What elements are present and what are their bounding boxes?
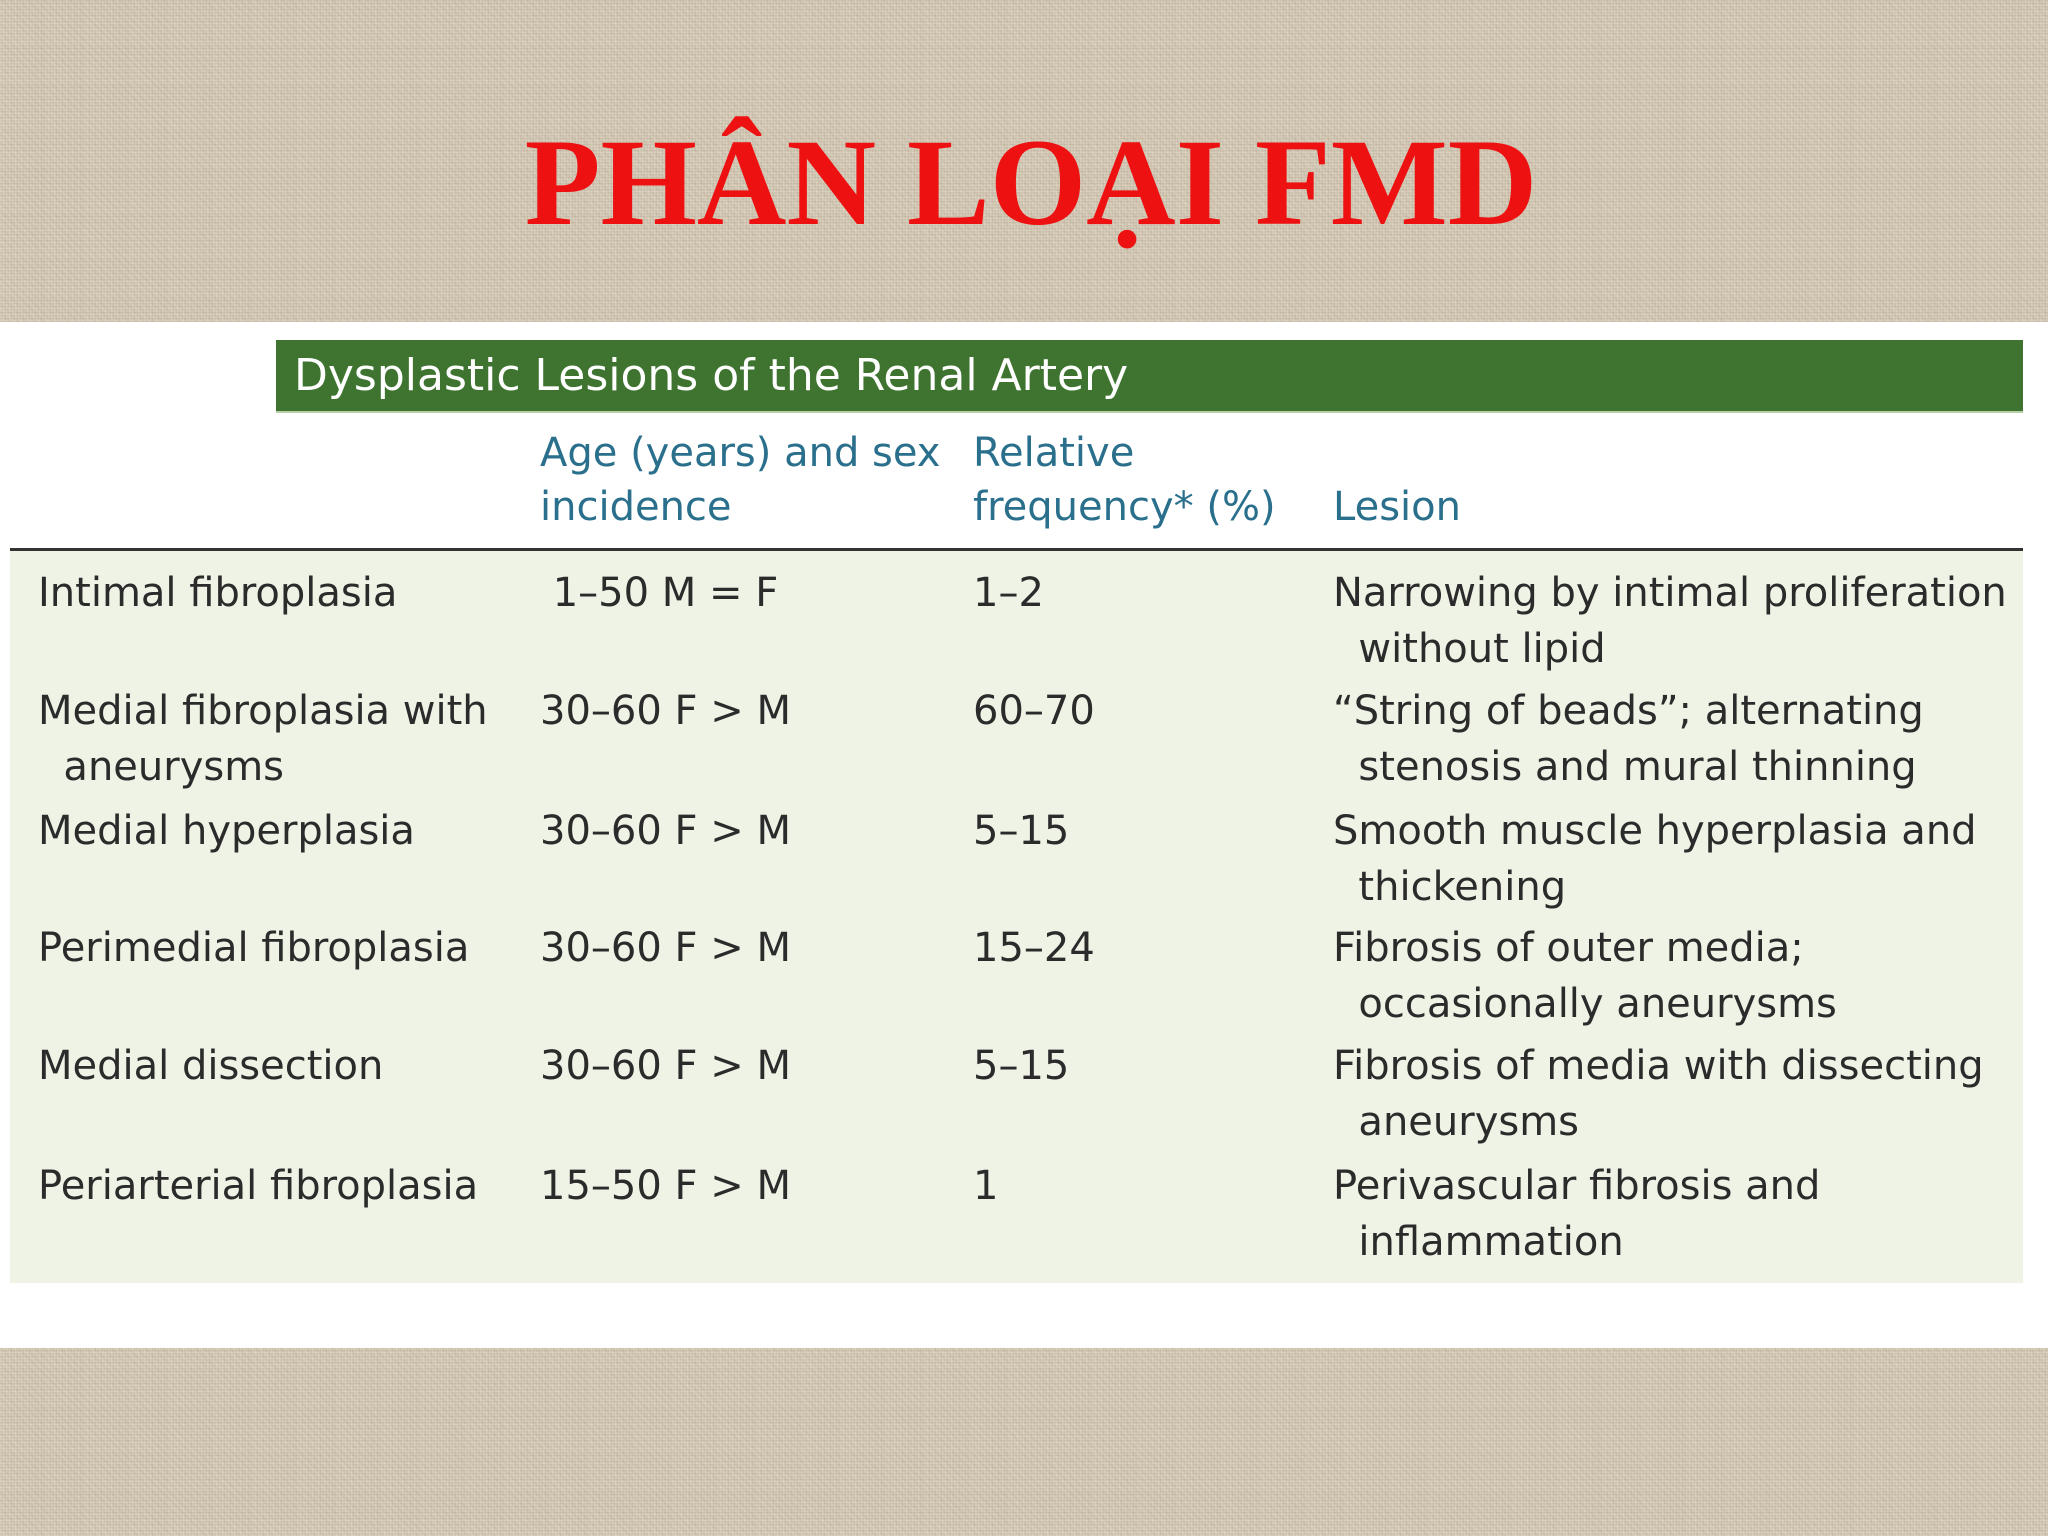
row-frequency-value: 60–70	[973, 688, 1095, 734]
row-lesion-line: Perivascular fibrosis and	[1333, 1163, 1821, 1209]
row-name-line: Medial dissection	[38, 1043, 384, 1089]
row-name-line: aneurysms	[38, 744, 285, 790]
row-lesion-line: stenosis and mural thinning	[1333, 744, 1917, 790]
table-row-4-lesion	[1333, 920, 1837, 1032]
table-row-2-name	[38, 683, 488, 795]
header-age-line1: Age (years) and sex	[540, 430, 941, 476]
table-row-2-age	[540, 683, 791, 739]
header-age-line2: incidence	[540, 484, 732, 530]
table-row-1-age	[540, 565, 778, 621]
row-lesion-line: Fibrosis of outer media;	[1333, 925, 1804, 971]
row-lesion-line: Smooth muscle hyperplasia and	[1333, 808, 1977, 854]
table-row-3-age	[540, 803, 791, 859]
row-age-value: 15–50 F > M	[540, 1163, 791, 1209]
row-lesion-line: inflammation	[1333, 1219, 1624, 1265]
row-frequency-value: 5–15	[973, 1043, 1070, 1089]
table-row-2-frequency	[973, 683, 1095, 739]
table-row-4-name	[38, 920, 469, 976]
table-row-3-frequency	[973, 803, 1069, 859]
row-frequency-value: 5–15	[973, 808, 1070, 854]
row-age-value: 1–50 M = F	[540, 570, 779, 616]
table-row-2-lesion	[1333, 683, 1924, 795]
table-row-5-frequency	[973, 1038, 1069, 1094]
row-name-line: Medial hyperplasia	[38, 808, 415, 854]
row-lesion-line: aneurysms	[1333, 1099, 1580, 1145]
row-name-line: Intimal fibroplasia	[38, 570, 398, 616]
table-row-4-frequency	[973, 920, 1095, 976]
table-row-6-age	[540, 1158, 791, 1214]
table-row-3-name	[38, 803, 415, 859]
row-lesion-line: “String of beads”; alternating	[1333, 688, 1924, 734]
table-row-1-name	[38, 565, 397, 621]
table-row-6-name	[38, 1158, 478, 1214]
row-lesion-line: thickening	[1333, 864, 1567, 910]
row-name-line: Perimedial fibroplasia	[38, 925, 470, 971]
table-row-1-lesion	[1333, 565, 2007, 677]
table-row-3-lesion	[1333, 803, 1977, 915]
row-lesion-line: without lipid	[1333, 626, 1606, 672]
table-row-5-age	[540, 1038, 791, 1094]
table-row-1-frequency	[973, 565, 1044, 621]
row-name-line: Periarterial fibroplasia	[38, 1163, 479, 1209]
row-age-value: 30–60 F > M	[540, 1043, 791, 1089]
header-frequency-line2: frequency* (%)	[973, 484, 1276, 530]
row-frequency-value: 1–2	[973, 570, 1044, 616]
caption-underline	[276, 411, 2023, 413]
header-age	[540, 426, 940, 534]
row-name-line: Medial fibroplasia with	[38, 688, 488, 734]
row-age-value: 30–60 F > M	[540, 808, 791, 854]
row-lesion-line: Fibrosis of media with dissecting	[1333, 1043, 1984, 1089]
row-lesion-line: Narrowing by intimal proliferation	[1333, 570, 2007, 616]
row-lesion-line: occasionally aneurysms	[1333, 981, 1837, 1027]
table-row-6-lesion	[1333, 1158, 1820, 1270]
row-age-value: 30–60 F > M	[540, 688, 791, 734]
header-frequency	[973, 426, 1276, 534]
table-row-6-frequency	[973, 1158, 998, 1214]
header-lesion	[1333, 480, 1461, 534]
header-lesion-label: Lesion	[1333, 484, 1461, 530]
table-row-4-age	[540, 920, 791, 976]
row-frequency-value: 15–24	[973, 925, 1095, 971]
table-row-5-name	[38, 1038, 383, 1094]
header-frequency-line1: Relative	[973, 430, 1135, 476]
table-row-5-lesion	[1333, 1038, 1984, 1150]
table-caption: Dysplastic Lesions of the Renal Artery	[276, 340, 2023, 411]
row-frequency-value: 1	[973, 1163, 999, 1209]
slide-title: PHÂN LOẠI FMD	[524, 114, 1538, 251]
row-age-value: 30–60 F > M	[540, 925, 791, 971]
